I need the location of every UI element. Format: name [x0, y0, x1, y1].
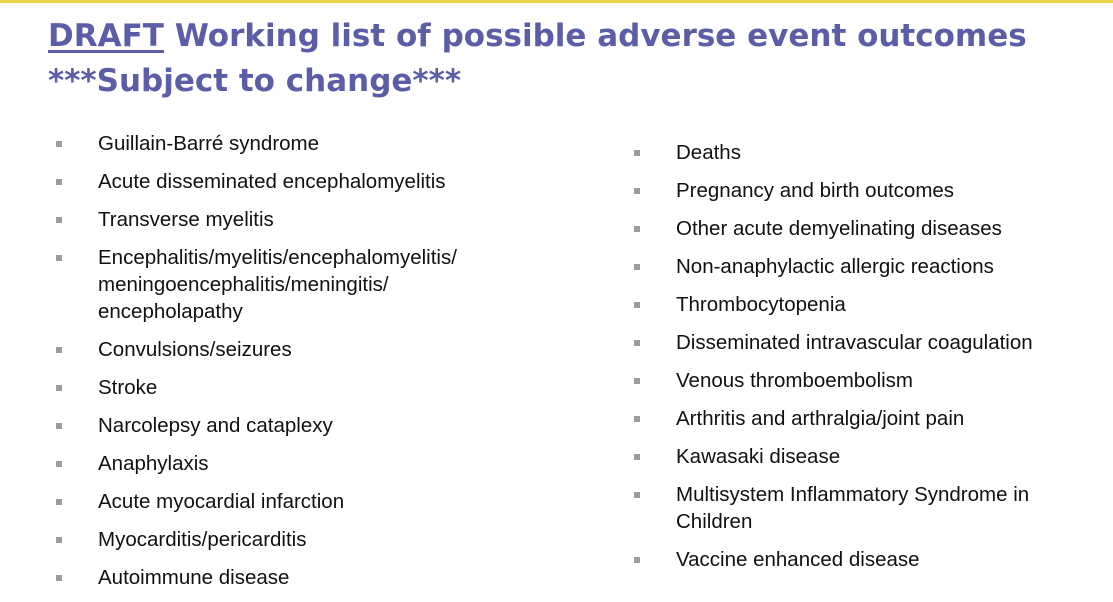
- list-item-label: Encephalitis/myelitis/encephalomyelitis/ meningoencephalitis/meningitis/ encepholapathy: [98, 246, 457, 323]
- list-item: [634, 443, 1104, 470]
- draft-label: DRAFT: [48, 18, 164, 54]
- left-outcome-list: [56, 130, 556, 602]
- list-item-label: Transverse myelitis: [98, 208, 274, 231]
- square-bullet-icon: [634, 150, 640, 156]
- list-item: [56, 488, 556, 515]
- list-item: [634, 329, 1104, 356]
- square-bullet-icon: [634, 264, 640, 270]
- title-line-2: ***Subject to change***: [48, 63, 462, 99]
- list-item-label: Acute myocardial infarction: [98, 490, 345, 513]
- square-bullet-icon: [634, 226, 640, 232]
- list-item-label: Deaths: [676, 141, 741, 164]
- square-bullet-icon: [634, 454, 640, 460]
- list-item-label: Venous thromboembolism: [676, 369, 914, 392]
- list-item: [634, 215, 1104, 242]
- list-item-label: Pregnancy and birth outcomes: [676, 179, 955, 202]
- list-item: [56, 450, 556, 477]
- square-bullet-icon: [56, 461, 62, 467]
- list-item-label: Multisystem Inflammatory Syndrome in Children: [676, 483, 1030, 533]
- slide-title: [48, 14, 1098, 104]
- square-bullet-icon: [56, 255, 62, 261]
- list-item-label: Convulsions/seizures: [98, 338, 292, 361]
- list-item-label: Thrombocytopenia: [676, 293, 846, 316]
- list-item-label: Disseminated intravascular coagulation: [676, 331, 1033, 354]
- list-item: [634, 177, 1104, 204]
- right-outcome-list: [634, 139, 1104, 584]
- list-item: [634, 253, 1104, 280]
- square-bullet-icon: [634, 492, 640, 498]
- square-bullet-icon: [56, 141, 62, 147]
- list-item: [634, 481, 1104, 535]
- list-item: [56, 374, 556, 401]
- list-item-label: Autoimmune disease: [98, 566, 290, 589]
- list-item-label: Vaccine enhanced disease: [676, 548, 920, 571]
- list-item: [634, 546, 1104, 573]
- list-item: [56, 168, 556, 195]
- square-bullet-icon: [56, 575, 62, 581]
- square-bullet-icon: [56, 217, 62, 223]
- list-item: [56, 130, 556, 157]
- square-bullet-icon: [634, 340, 640, 346]
- square-bullet-icon: [634, 302, 640, 308]
- title-line-1: [48, 14, 1098, 59]
- list-item-label: Kawasaki disease: [676, 445, 841, 468]
- list-item-label: Arthritis and arthralgia/joint pain: [676, 407, 965, 430]
- square-bullet-icon: [56, 385, 62, 391]
- list-item: [634, 291, 1104, 318]
- list-item: [56, 244, 556, 325]
- square-bullet-icon: [634, 378, 640, 384]
- list-item-label: Stroke: [98, 376, 158, 399]
- square-bullet-icon: [56, 347, 62, 353]
- list-item-label: Guillain-Barré syndrome: [98, 132, 320, 155]
- list-item-label: Myocarditis/pericarditis: [98, 528, 307, 551]
- square-bullet-icon: [634, 188, 640, 194]
- square-bullet-icon: [56, 423, 62, 429]
- title-text: Working list of possible adverse event outcomes: [163, 18, 1027, 54]
- square-bullet-icon: [56, 537, 62, 543]
- list-item: [56, 564, 556, 591]
- list-item-label: Acute disseminated encephalomyelitis: [98, 170, 446, 193]
- list-item: [634, 139, 1104, 166]
- list-item: [56, 412, 556, 439]
- list-item-label: Non-anaphylactic allergic reactions: [676, 255, 994, 278]
- list-item: [56, 206, 556, 233]
- list-item-label: Narcolepsy and cataplexy: [98, 414, 333, 437]
- list-item: [56, 336, 556, 363]
- square-bullet-icon: [56, 499, 62, 505]
- square-bullet-icon: [56, 179, 62, 185]
- list-item-label: Anaphylaxis: [98, 452, 209, 475]
- list-item: [56, 526, 556, 553]
- square-bullet-icon: [634, 557, 640, 563]
- top-accent-rule: [0, 0, 1113, 3]
- list-item: [634, 367, 1104, 394]
- square-bullet-icon: [634, 416, 640, 422]
- list-item: [634, 405, 1104, 432]
- list-item-label: Other acute demyelinating diseases: [676, 217, 1002, 240]
